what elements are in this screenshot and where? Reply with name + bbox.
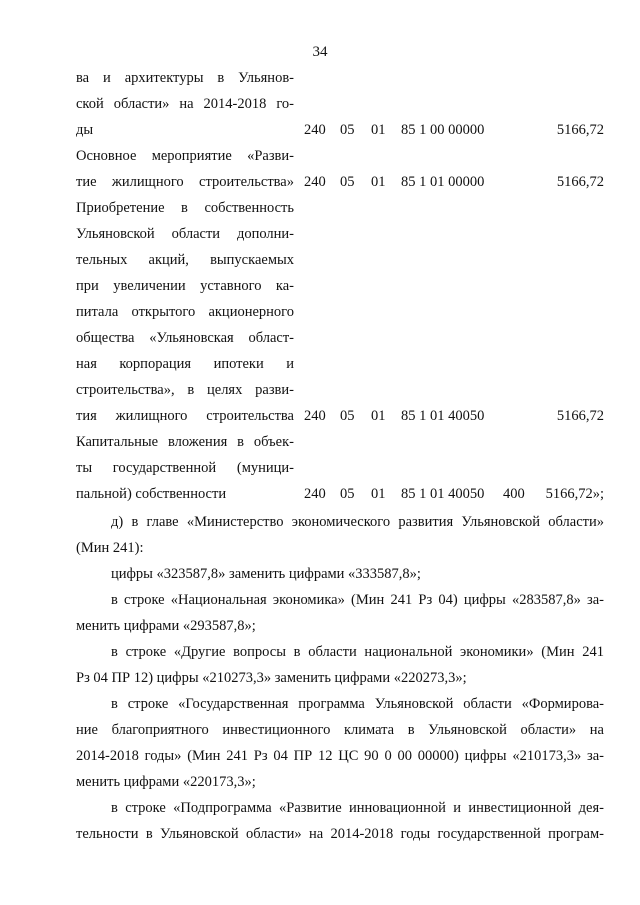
subsection-code: 01: [371, 174, 386, 190]
row-text-line: Ульяновской области дополни-: [76, 226, 294, 242]
page-number: 34: [312, 44, 328, 60]
row-text-line: пальной) собственности: [76, 486, 227, 502]
ministry-code: 240: [304, 408, 326, 424]
row-text-line: строительства», в целях разви-: [76, 382, 294, 398]
target-article-code: 85 1 01 00000: [401, 174, 485, 190]
row-text-line: питала открытого акционерного: [76, 304, 294, 320]
paragraph-line: в строке «Другие вопросы в области национальной экономики» (Мин 241: [111, 644, 604, 660]
paragraph-line: (Мин 241):: [76, 540, 144, 556]
paragraph-line: 2014-2018 годы» (Мин 241 Рз 04 ПР 12 ЦС 90 0 00 00000) цифры «210173,3» за-: [76, 748, 604, 764]
paragraph-line: в строке «Государственная программа Ульяновской области «Формирова-: [111, 696, 604, 712]
expense-type-code: 400: [503, 486, 525, 502]
ministry-code: 240: [304, 122, 326, 138]
ministry-code: 240: [304, 174, 326, 190]
section-code: 05: [340, 486, 355, 502]
amount: 5166,72: [556, 408, 604, 424]
paragraph-line: в строке «Подпрограмма «Развитие инновационной и инвестиционной дея-: [111, 800, 604, 816]
row-text-line: ная корпорация ипотеки и: [76, 356, 294, 372]
section-code: 05: [340, 122, 355, 138]
amount: 5166,72»;: [545, 486, 604, 502]
paragraph-line: в строке «Национальная экономика» (Мин 241 Рз 04) цифры «283587,8» за-: [111, 592, 604, 608]
row-text-line: при увеличении уставного ка-: [76, 278, 294, 294]
target-article-code: 85 1 01 40050: [401, 408, 485, 424]
paragraph-line: цифры «323587,8» заменить цифрами «333587,8»;: [111, 566, 421, 582]
paragraph-line: менить цифрами «220173,3»;: [76, 774, 256, 790]
section-code: 05: [340, 174, 355, 190]
paragraph-line: д) в главе «Министерство экономического развития Ульяновской области»: [111, 514, 604, 530]
paragraph-line: Рз 04 ПР 12) цифры «210273,3» заменить цифрами «220273,3»;: [76, 670, 467, 686]
subsection-code: 01: [371, 408, 386, 424]
row-text-line: тия жилищного строительства: [76, 408, 294, 424]
row-text-line: Капитальные вложения в объек-: [76, 434, 294, 450]
subsection-code: 01: [371, 486, 386, 502]
paragraph-line: менить цифрами «293587,8»;: [76, 618, 256, 634]
paragraph-line: ние благоприятного инвестиционного климата в Ульяновской области» на: [76, 722, 604, 738]
paragraph-line: тельности в Ульяновской области» на 2014-2018 годы государственной програм-: [76, 826, 604, 842]
row-text-line: Приобретение в собственность: [76, 200, 294, 216]
row-text-line: ты государственной (муници-: [76, 460, 294, 476]
amount: 5166,72: [556, 122, 604, 138]
row-text-line: тельных акций, выпускаемых: [76, 252, 294, 268]
row-text-line: Основное мероприятие «Разви-: [76, 148, 294, 164]
row-text-line: ской области» на 2014-2018 го-: [76, 96, 294, 112]
target-article-code: 85 1 00 00000: [401, 122, 485, 138]
row-text-line: общества «Ульяновская област-: [76, 330, 294, 346]
section-code: 05: [340, 408, 355, 424]
ministry-code: 240: [304, 486, 326, 502]
row-text-line: ва и архитектуры в Ульянов-: [76, 70, 294, 86]
amount: 5166,72: [556, 174, 604, 190]
subsection-code: 01: [371, 122, 386, 138]
row-text-line: ды: [76, 122, 94, 138]
target-article-code: 85 1 01 40050: [401, 486, 485, 502]
row-text-line: тие жилищного строительства»: [76, 174, 294, 190]
